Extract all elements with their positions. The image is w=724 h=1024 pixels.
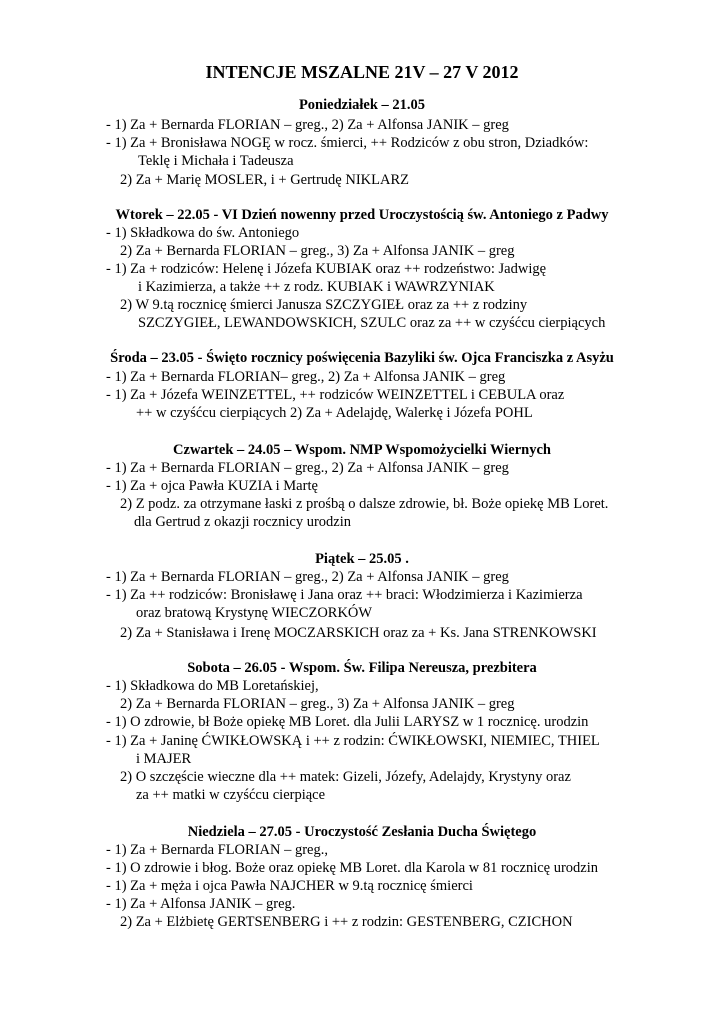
intention-line: SZCZYGIEŁ, LEWANDOWSKICH, SZULC oraz za ++ w czyśćcu cierpiących xyxy=(138,315,606,331)
intention-line: Teklę i Michała i Tadeusza xyxy=(138,153,294,169)
intention-line: i MAJER xyxy=(136,751,192,767)
intention-line: za ++ matki w czyśćcu cierpiące xyxy=(136,787,326,803)
intention-line: 2) Za + Stanisława i Irenę MOCZARSKICH oraz za + Ks. Jana STRENKOWSKI xyxy=(120,625,597,641)
intention-line: 2) Za + Bernarda FLORIAN – greg., 3) Za + Alfonsa JANIK – greg xyxy=(120,243,515,259)
document-title: INTENCJE MSZALNE 21V – 27 V 2012 xyxy=(205,62,519,82)
intention-line: 2) Za + Marię MOSLER, i + Gertrudę NIKLARZ xyxy=(120,172,409,188)
day-heading-friday: Piątek – 25.05 . xyxy=(315,551,409,567)
intention-line: 2) W 9.tą rocznicę śmierci Janusza SZCZYGIEŁ oraz za ++ z rodziny xyxy=(120,297,528,313)
day-heading-sunday: Niedziela – 27.05 - Uroczystość Zesłania Ducha Świętego xyxy=(187,824,537,840)
intention-line: ++ w czyśćcu cierpiących 2) Za + Adelajdę, Walerkę i Józefa POHL xyxy=(136,405,533,421)
intention-line: dla Gertrud z okazji rocznicy urodzin xyxy=(134,514,352,530)
intention-line: 2) Za + Bernarda FLORIAN – greg., 3) Za + Alfonsa JANIK – greg xyxy=(120,696,515,712)
intention-line: 2) Za + Elżbietę GERTSENBERG i ++ z rodzin: GESTENBERG, CZICHON xyxy=(120,914,573,930)
intention-line: 2) O szczęście wieczne dla ++ matek: Gizeli, Józefy, Adelajdy, Krystyny oraz xyxy=(120,769,571,785)
day-heading-thursday: Czwartek – 24.05 – Wspom. NMP Wspomożycielki Wiernych xyxy=(173,442,551,458)
day-heading-tuesday: Wtorek – 22.05 - VI Dzień nowenny przed Uroczystością św. Antoniego z Padwy xyxy=(115,207,609,223)
intention-line: i Kazimierza, a także ++ z rodz. KUBIAK i WAWRZYNIAK xyxy=(138,279,495,295)
intention-line: oraz bratową Krystynę WIECZORKÓW xyxy=(136,605,373,621)
intention-line: 2) Z podz. za otrzymane łaski z prośbą o dalsze zdrowie, bł. Boże opiekę MB Loret. xyxy=(120,496,609,512)
day-heading-saturday: Sobota – 26.05 - Wspom. Św. Filipa Nereusza, prezbitera xyxy=(187,660,537,676)
day-heading-wednesday: Środa – 23.05 - Święto rocznicy poświęcenia Bazyliki św. Ojca Franciszka z Asyżu xyxy=(110,350,614,366)
day-heading-monday: Poniedziałek – 21.05 xyxy=(298,97,426,113)
